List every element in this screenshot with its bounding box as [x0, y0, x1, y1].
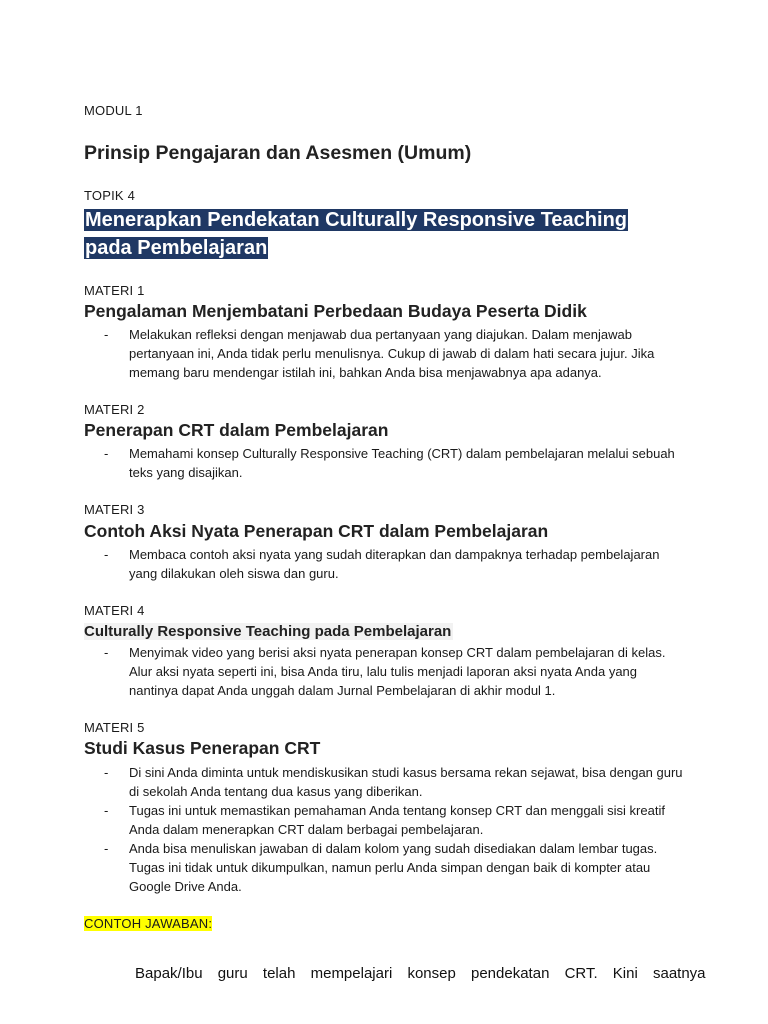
bullet-dash: -	[104, 645, 109, 660]
closing-paragraph: Bapak/Ibu guru telah mempelajari konsep pendekatan CRT. Kini saatnya	[135, 965, 706, 982]
contoh-jawaban-highlight: CONTOH JAWABAN:	[84, 916, 213, 931]
materi-3-heading: Contoh Aksi Nyata Penerapan CRT dalam Pembelajaran	[84, 521, 549, 541]
bullet-dash: -	[104, 841, 109, 856]
materi-5-bullet-1	[104, 763, 704, 801]
materi-4-heading: Culturally Responsive Teaching pada Pembelajaran	[84, 623, 452, 640]
modul-label: MODUL 1	[84, 103, 143, 118]
materi-2-bullet-1	[104, 444, 704, 482]
bullet-text: Tugas ini untuk memastikan pemahaman Anda tentang konsep CRT dan menggali sisi kreatif Anda dalam menerapkan CRT dalam berbagai pembelajaran.	[129, 803, 665, 837]
materi-2-label: MATERI 2	[84, 402, 145, 417]
materi-1-heading: Pengalaman Menjembatani Perbedaan Budaya Peserta Didik	[84, 301, 587, 321]
topic-title-line1-text: Menerapkan Pendekatan Culturally Responsive Teaching	[85, 209, 628, 231]
materi-5-bullet-2	[104, 801, 704, 839]
topic-title-line2-text: pada Pembelajaran	[85, 237, 268, 259]
bullet-text: Membaca contoh aksi nyata yang sudah diterapkan dan dampaknya terhadap pembelajaran yang dilakukan oleh siswa dan guru.	[129, 547, 660, 581]
page-title: Prinsip Pengajaran dan Asesmen (Umum)	[84, 142, 472, 164]
topic-title-line2	[84, 235, 268, 262]
topic-title-line1	[84, 207, 628, 234]
materi-5-label: MATERI 5	[84, 720, 145, 735]
bullet-text: Memahami konsep Culturally Responsive Teaching (CRT) dalam pembelajaran melalui sebuah teks yang disajikan.	[129, 446, 675, 480]
bullet-text: Menyimak video yang berisi aksi nyata penerapan konsep CRT dalam pembelajaran di kelas. Alur aksi nyata seperti ini, bisa Anda tiru, lalu tulis menjadi laporan aksi nyata Anda yang nantinya dapat Anda unggah dalam Jurnal Pembelajaran di akhir modul 1.	[129, 645, 666, 698]
bullet-text: Melakukan refleksi dengan menjawab dua pertanyaan yang diajukan. Dalam menjawab pertanyaan ini, Anda tidak perlu menulisnya. Cukup di jawab di dalam hati secara jujur. Jika memang baru mendengar istilah ini, bahkan Anda bisa menjawabnya apa adanya.	[129, 327, 655, 380]
materi-1-bullet-1	[104, 325, 704, 382]
materi-1-label: MATERI 1	[84, 283, 145, 298]
contoh-jawaban-label	[84, 916, 212, 931]
materi-5-heading: Studi Kasus Penerapan CRT	[84, 738, 321, 758]
topic-label: TOPIK 4	[84, 188, 136, 203]
bullet-dash: -	[104, 803, 109, 818]
bullet-text: Anda bisa menuliskan jawaban di dalam kolom yang sudah disediakan dalam lembar tugas. Tugas ini tidak untuk dikumpulkan, namun perlu Anda simpan dengan baik di kompter atau Google Drive Anda.	[129, 841, 658, 894]
bullet-dash: -	[104, 446, 109, 461]
materi-3-bullet-1	[104, 545, 704, 583]
materi-4-label: MATERI 4	[84, 603, 145, 618]
materi-3-label: MATERI 3	[84, 502, 145, 517]
bullet-dash: -	[104, 327, 109, 342]
bullet-dash: -	[104, 547, 109, 562]
materi-4-bullet-1	[104, 643, 704, 700]
materi-5-bullet-3	[104, 839, 704, 896]
bullet-text: Di sini Anda diminta untuk mendiskusikan studi kasus bersama rekan sejawat, bisa dengan guru di sekolah Anda tentang dua kasus yang diberikan.	[129, 765, 683, 799]
materi-2-heading: Penerapan CRT dalam Pembelajaran	[84, 420, 389, 440]
bullet-dash: -	[104, 765, 109, 780]
